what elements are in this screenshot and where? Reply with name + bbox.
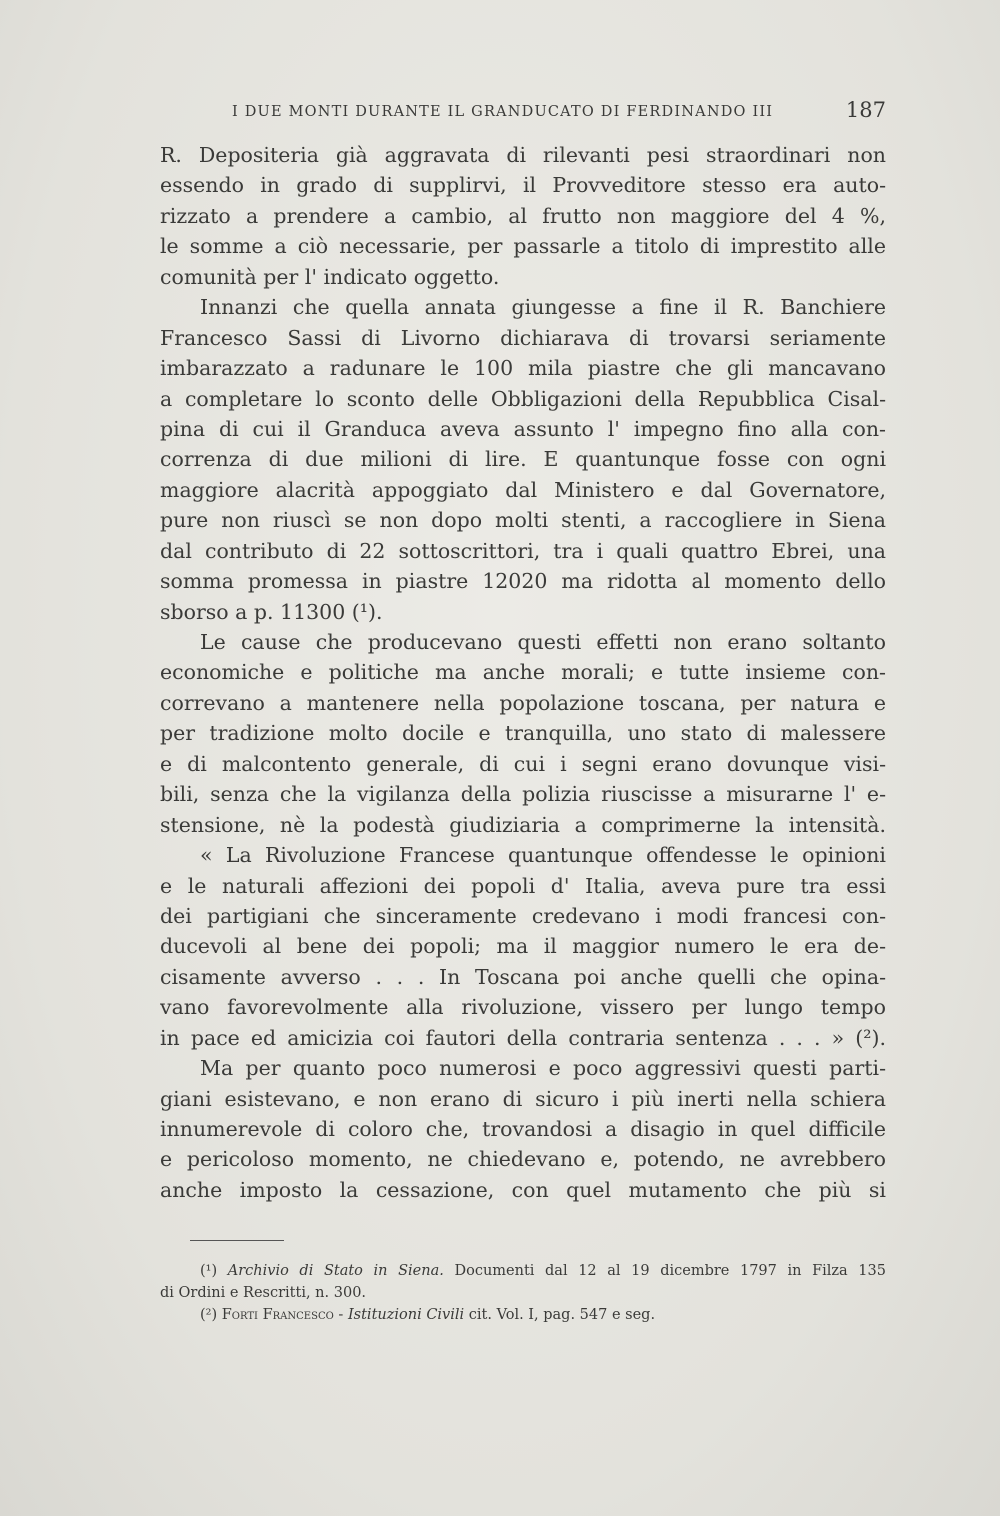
footnote-marker: (¹) bbox=[200, 1263, 218, 1279]
text-line: « La Rivoluzione Francese quantunque offendesse le opinioni bbox=[200, 843, 886, 868]
footnote-text: Documenti dal 12 al 19 dicembre 1797 in Filza 135 bbox=[454, 1263, 886, 1279]
text-line: in pace ed amicizia coi fautori della contraria sentenza . . . » (²). bbox=[160, 1025, 886, 1050]
text-line: e di malcontento generale, di cui i segni erano dovunque visi- bbox=[160, 751, 886, 776]
text-line: correvano a mantenere nella popolazione toscana, per natura e bbox=[160, 690, 886, 715]
text-line: e le naturali affezioni dei popoli d' Italia, aveva pure tra essi bbox=[160, 873, 886, 898]
footnote-marker: (²) bbox=[200, 1307, 218, 1323]
text-line: imbarazzato a radunare le 100 mila piastre che gli mancavano bbox=[160, 356, 886, 381]
footnote-text: cit. Vol. I, pag. 547 e seg. bbox=[468, 1307, 656, 1323]
footnote-1 bbox=[160, 1260, 886, 1282]
text-line: le somme a ciò necessarie, per passarle a titolo di imprestito alle bbox=[160, 234, 886, 259]
text-line: Le cause che producevano questi effetti non erano soltanto bbox=[200, 630, 886, 654]
text-line: maggiore alacrità appoggiato dal Ministero e dal Governatore, bbox=[160, 477, 886, 502]
text-line: e pericoloso momento, ne chiedevano e, potendo, ne avrebbero bbox=[160, 1147, 886, 1172]
page-number: 187 bbox=[845, 98, 886, 122]
text-line: R. Depositeria già aggravata di rilevanti pesi straordinari non bbox=[160, 143, 886, 167]
text-line: economiche e politiche ma anche morali; e tutte insieme con- bbox=[160, 660, 886, 685]
text-line: anche imposto la cessazione, con quel mutamento che più si bbox=[160, 1177, 886, 1202]
text-line: ducevoli al bene dei popoli; ma il maggior numero le era de- bbox=[160, 934, 886, 959]
text-line: innumerevole di coloro che, trovandosi a disagio in quel difficile bbox=[160, 1117, 886, 1141]
text-line: somma promessa in piastre 12020 ma ridotta al momento dello bbox=[160, 569, 886, 594]
text-line: essendo in grado di supplirvi, il Provveditore stesso era auto- bbox=[160, 173, 886, 198]
text-line: dal contributo di 22 sottoscrittori, tra i quali quattro Ebrei, una bbox=[160, 538, 886, 563]
running-head bbox=[160, 98, 886, 128]
text-line: per tradizione molto docile e tranquilla, uno stato di malessere bbox=[160, 721, 886, 746]
text-line: pure non riuscì se non dopo molti stenti, a raccogliere in Siena bbox=[160, 508, 886, 533]
text-line: Ma per quanto poco numerosi e poco aggressivi questi parti- bbox=[200, 1056, 886, 1081]
footnote-author: Forti Francesco bbox=[221, 1307, 334, 1323]
text-line: a completare lo sconto delle Obbligazioni della Repubblica Cisal- bbox=[160, 386, 886, 411]
text-line: stensione, nè la podestà giudiziaria a comprimerne la intensità. bbox=[160, 812, 886, 837]
text-line: Francesco Sassi di Livorno dichiarava di trovarsi seriamente bbox=[160, 325, 886, 350]
text-line: vano favorevolmente alla rivoluzione, vissero per lungo tempo bbox=[160, 995, 886, 1020]
footnote-1-continued: di Ordini e Rescritti, n. 300. bbox=[160, 1285, 367, 1301]
footnote-rule bbox=[190, 1240, 284, 1241]
text-line: cisamente avverso . . . In Toscana poi anche quelli che opina- bbox=[160, 964, 886, 989]
text-line: rizzato a prendere a cambio, al frutto non maggiore del 4 %, bbox=[160, 203, 886, 228]
text-line: pina di cui il Granduca aveva assunto l' impegno fino alla con- bbox=[160, 416, 886, 441]
text-line: correnza di due milioni di lire. E quantunque fosse con ogni bbox=[160, 447, 886, 472]
footnote-separator: - bbox=[338, 1307, 344, 1323]
text-line: Innanzi che quella annata giungesse a fine il R. Banchiere bbox=[200, 295, 886, 320]
text-line: bili, senza che la vigilanza della polizia riuscisse a misurarne l' e- bbox=[160, 782, 886, 807]
footnote-2 bbox=[160, 1304, 886, 1326]
text-line: dei partigiani che sinceramente credevano i modi francesi con- bbox=[160, 903, 886, 928]
text-line: comunità per l' indicato oggetto. bbox=[160, 264, 500, 289]
body-text bbox=[160, 140, 886, 1205]
footnote-source: Archivio di Stato in Siena. bbox=[227, 1263, 444, 1279]
running-head-title: I DUE MONTI DURANTE IL GRANDUCATO DI FERDINANDO III bbox=[232, 104, 774, 120]
text-line: sborso a p. 11300 (¹). bbox=[160, 599, 383, 624]
text-line: giani esistevano, e non erano di sicuro i più inerti nella schiera bbox=[160, 1086, 886, 1111]
footnotes bbox=[160, 1260, 886, 1326]
footnote-title: Istituzioni Civili bbox=[347, 1307, 465, 1323]
